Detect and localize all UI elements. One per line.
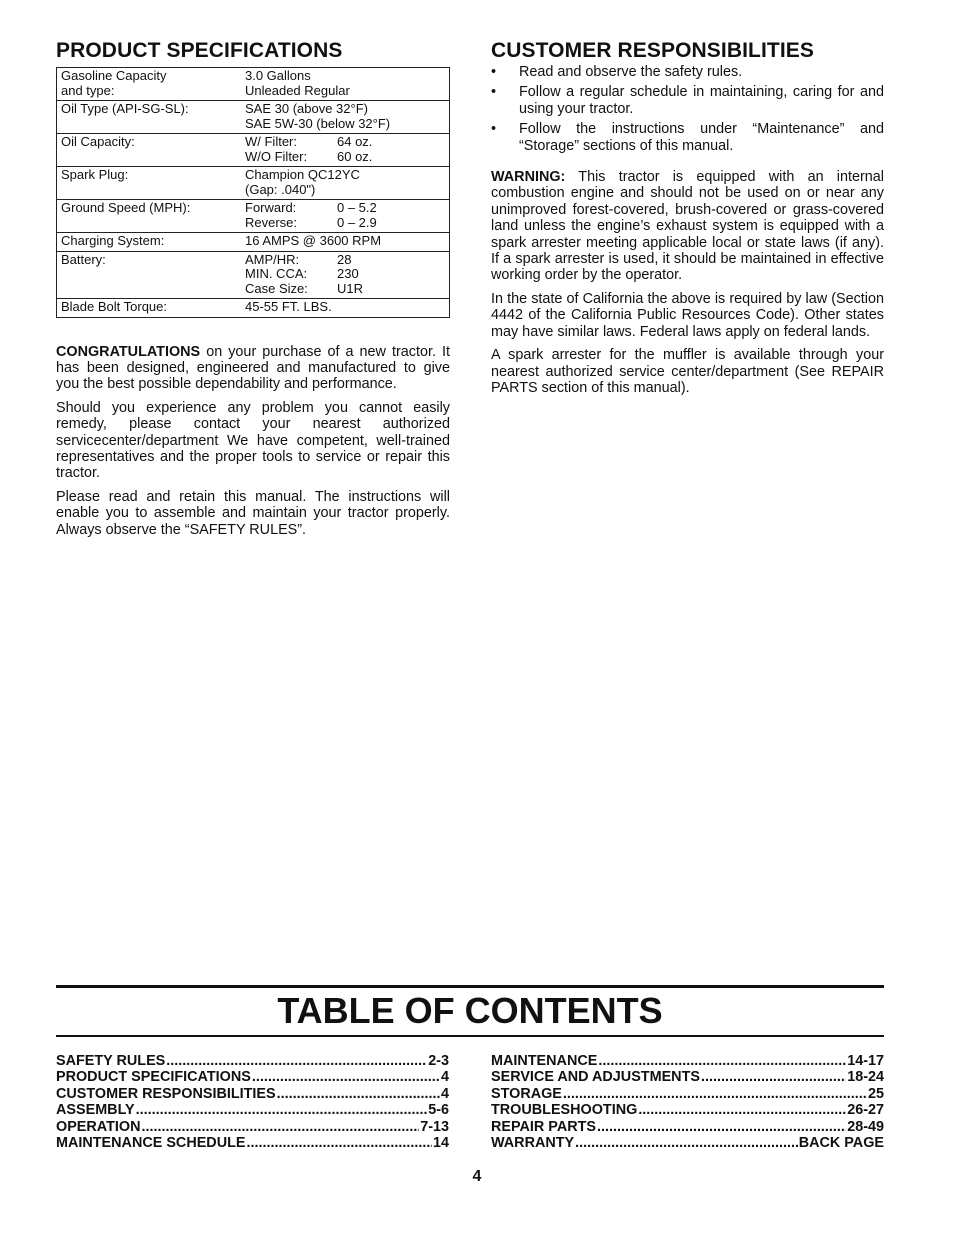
product-specifications-heading: PRODUCT SPECIFICATIONS bbox=[56, 39, 343, 62]
spec-value-key: SAE 30 (above 32°F) bbox=[245, 101, 368, 116]
spec-value-key: Case Size: bbox=[245, 280, 308, 296]
table-row bbox=[57, 101, 450, 134]
spec-value bbox=[241, 101, 450, 134]
toc-leader-dots bbox=[166, 1053, 427, 1069]
toc-entry-page: 4 bbox=[440, 1069, 449, 1086]
spec-value-key: (Gap: .040") bbox=[245, 181, 316, 197]
toc-left-column bbox=[56, 1053, 449, 1151]
toc-entry-title: SERVICE AND ADJUSTMENTS bbox=[491, 1069, 700, 1086]
toc-right-column bbox=[491, 1053, 884, 1151]
table-row bbox=[57, 233, 450, 252]
toc-leader-dots bbox=[598, 1053, 846, 1069]
spec-value-key: 3.0 Gallons bbox=[245, 68, 311, 83]
warning-label: WARNING: bbox=[491, 169, 566, 186]
table-of-contents-title: TABLE OF CONTENTS bbox=[277, 990, 663, 1031]
list-item bbox=[491, 121, 884, 154]
toc-entry-title: STORAGE bbox=[491, 1085, 562, 1102]
toc-leader-dots bbox=[277, 1086, 440, 1102]
spec-value-amount: 64 oz. bbox=[337, 134, 373, 149]
spec-value bbox=[241, 251, 450, 299]
toc-entry-page: 28-49 bbox=[847, 1118, 884, 1135]
table-row bbox=[57, 68, 450, 101]
spec-value-line bbox=[245, 117, 445, 132]
bullet-icon: • bbox=[491, 121, 497, 138]
spec-value bbox=[241, 200, 450, 233]
toc-leader-dots bbox=[701, 1069, 846, 1085]
spec-label: Blade Bolt Torque: bbox=[61, 299, 167, 314]
table-row bbox=[57, 134, 450, 167]
spec-value bbox=[241, 299, 450, 318]
toc-entry-title: CUSTOMER RESPONSIBILITIES bbox=[56, 1085, 276, 1102]
table-row bbox=[57, 251, 450, 299]
toc-entry[interactable] bbox=[491, 1119, 884, 1135]
toc-entry-page: 5-6 bbox=[428, 1102, 449, 1119]
list-item bbox=[491, 84, 884, 117]
toc-entry-title: SAFETY RULES bbox=[56, 1053, 166, 1069]
spec-value-key: Unleaded Regular bbox=[245, 82, 350, 98]
list-item bbox=[491, 64, 884, 80]
toc-entry-page: 26-27 bbox=[847, 1102, 884, 1119]
congratulations-label: CONGRATULATIONS bbox=[56, 343, 201, 360]
toc-entry-page: 4 bbox=[440, 1085, 449, 1102]
spec-label: Charging System: bbox=[61, 233, 165, 248]
spec-value-key: MIN. CCA: bbox=[245, 266, 308, 281]
toc-entry-title: MAINTENANCE bbox=[491, 1053, 598, 1069]
spec-value-line bbox=[245, 150, 445, 165]
toc-entry[interactable] bbox=[491, 1053, 884, 1069]
spec-label: Spark Plug: bbox=[61, 167, 129, 182]
bullet-icon: • bbox=[491, 84, 497, 101]
congratulations-text: on your purchase of a new tractor. It has been designed, engineered and manufactured to give you the best possible dependability and performance. bbox=[56, 343, 450, 393]
spec-value-line bbox=[245, 216, 445, 231]
toc-entry[interactable] bbox=[56, 1053, 449, 1069]
toc-leader-dots bbox=[141, 1119, 419, 1135]
spec-label: Gasoline Capacity and type: bbox=[61, 68, 167, 98]
toc-entry-title: MAINTENANCE SCHEDULE bbox=[56, 1135, 246, 1152]
spec-value-line bbox=[245, 234, 445, 249]
spec-value-key: Forward: bbox=[245, 200, 297, 215]
spec-label: Oil Capacity: bbox=[61, 134, 135, 149]
retain-manual-paragraph: Please read and retain this manual. The instructions will enable you to assemble and maintain your tractor properly. Always observe the “SAFETY RULES”. bbox=[56, 488, 450, 538]
right-column bbox=[491, 38, 884, 403]
toc-entry-page: 25 bbox=[867, 1085, 884, 1102]
spec-value-line bbox=[245, 253, 445, 268]
table-row bbox=[57, 167, 450, 200]
spec-value-key: AMP/HR: bbox=[245, 251, 300, 267]
left-column bbox=[56, 38, 450, 545]
spec-value bbox=[241, 134, 450, 167]
spec-value-key: 45-55 FT. LBS. bbox=[245, 299, 332, 314]
toc-entry[interactable] bbox=[56, 1086, 449, 1102]
toc-entry-title: WARRANTY bbox=[491, 1135, 575, 1152]
spark-arrester-paragraph: A spark arrester for the muffler is available through your nearest authorized service center/department (See REPAIR PARTS section of this manual). bbox=[491, 347, 884, 396]
toc-entry-title: TROUBLESHOOTING bbox=[491, 1102, 638, 1119]
toc-entry[interactable] bbox=[491, 1102, 884, 1118]
spec-value-key: SAE 5W-30 (below 32°F) bbox=[245, 115, 391, 131]
spec-value-key: W/O Filter: bbox=[245, 148, 308, 164]
toc-entry-page: 2-3 bbox=[428, 1053, 449, 1069]
toc-entry-page: 14-17 bbox=[847, 1053, 884, 1069]
toc-entry-page: 14 bbox=[432, 1135, 449, 1152]
problem-paragraph: Should you experience any problem you cannot easily remedy, please contact your nearest authorized servicecenter/department We have competent, well-trained representatives and the proper tools to service or repair this tractor. bbox=[56, 399, 450, 482]
toc-entry-title: ASSEMBLY bbox=[56, 1102, 135, 1119]
spec-value bbox=[241, 167, 450, 200]
spec-value-line bbox=[245, 168, 445, 183]
table-row bbox=[57, 200, 450, 233]
spec-value-line bbox=[245, 282, 445, 297]
list-item-text: Read and observe the safety rules. bbox=[519, 64, 743, 80]
toc-leader-dots bbox=[563, 1086, 867, 1102]
spec-value-key: 16 AMPS @ 3600 RPM bbox=[245, 233, 382, 248]
toc-leader-dots bbox=[638, 1102, 846, 1118]
toc-leader-dots bbox=[252, 1069, 440, 1085]
spec-value-line bbox=[245, 84, 445, 99]
spec-value-line bbox=[245, 69, 445, 84]
toc-leader-dots bbox=[597, 1119, 846, 1135]
spec-value-line bbox=[245, 267, 445, 282]
list-item-text: Follow a regular schedule in maintaining, caring for and using your tractor. bbox=[519, 84, 884, 117]
toc-entry[interactable] bbox=[491, 1069, 884, 1085]
toc-entry-title: REPAIR PARTS bbox=[491, 1118, 597, 1135]
list-item-text: Follow the instructions under “Maintenance” and “Storage” sections of this manual. bbox=[519, 121, 884, 154]
specifications-table bbox=[56, 67, 450, 318]
spec-value-line bbox=[245, 183, 445, 198]
toc-leader-dots bbox=[136, 1102, 428, 1118]
warning-text: This tractor is equipped with an internal combustion engine and should not be used on or near any unimproved forest-covered, brush-covered or grass-covered land unless the engine’s exhaust system is equipped with a spark arrester meeting applicable local or state laws (if any). If a spark arrester is used, it should be maintained in effective working order by the operator. bbox=[491, 169, 884, 284]
spec-value-line bbox=[245, 201, 445, 216]
spec-value bbox=[241, 68, 450, 101]
toc-entry-page: BACK PAGE bbox=[798, 1135, 884, 1152]
toc-entry[interactable] bbox=[56, 1102, 449, 1118]
toc-entry-page: 7-13 bbox=[420, 1118, 449, 1135]
spec-label: Oil Type (API-SG-SL): bbox=[61, 101, 189, 116]
spec-value-amount: 0 – 5.2 bbox=[337, 200, 377, 215]
spec-value-key: Reverse: bbox=[245, 214, 298, 230]
toc-entry-title: PRODUCT SPECIFICATIONS bbox=[56, 1069, 251, 1086]
toc-bottom-rule bbox=[56, 1035, 884, 1037]
toc-entry[interactable] bbox=[56, 1069, 449, 1085]
bullet-icon: • bbox=[491, 64, 497, 80]
california-paragraph: In the state of California the above is required by law (Section 4442 of the California Public Resources Code). Other states may have similar laws. Federal laws apply on federal lands. bbox=[491, 290, 884, 340]
congratulations-paragraph bbox=[56, 344, 450, 393]
spec-value bbox=[241, 233, 450, 252]
toc-entry[interactable] bbox=[56, 1135, 449, 1151]
spec-value-line bbox=[245, 300, 445, 315]
toc-entry-title: OPERATION bbox=[56, 1118, 141, 1135]
toc-entry[interactable] bbox=[491, 1135, 884, 1151]
spec-value-key: Champion QC12YC bbox=[245, 167, 360, 182]
toc-leader-dots bbox=[575, 1135, 798, 1151]
toc-leader-dots bbox=[246, 1135, 432, 1151]
warning-paragraph bbox=[491, 169, 884, 284]
spec-value-line bbox=[245, 135, 445, 150]
page-number: 4 bbox=[472, 1168, 482, 1185]
toc-entry[interactable] bbox=[491, 1086, 884, 1102]
spec-value-amount: 0 – 2.9 bbox=[337, 214, 377, 230]
spec-value-amount: U1R bbox=[337, 280, 364, 296]
spec-value-key: W/ Filter: bbox=[245, 134, 297, 149]
table-row bbox=[57, 299, 450, 318]
spec-label: Ground Speed (MPH): bbox=[61, 200, 191, 215]
spec-value-amount: 28 bbox=[337, 251, 352, 267]
responsibilities-list bbox=[491, 64, 884, 154]
spec-label: Battery: bbox=[61, 251, 106, 267]
toc-entry-page: 18-24 bbox=[847, 1069, 884, 1086]
toc-entry[interactable] bbox=[56, 1119, 449, 1135]
spec-value-amount: 230 bbox=[337, 266, 359, 281]
spec-value-line bbox=[245, 102, 445, 117]
spec-value-amount: 60 oz. bbox=[337, 148, 373, 164]
customer-responsibilities-heading: CUSTOMER RESPONSIBILITIES bbox=[491, 39, 814, 62]
